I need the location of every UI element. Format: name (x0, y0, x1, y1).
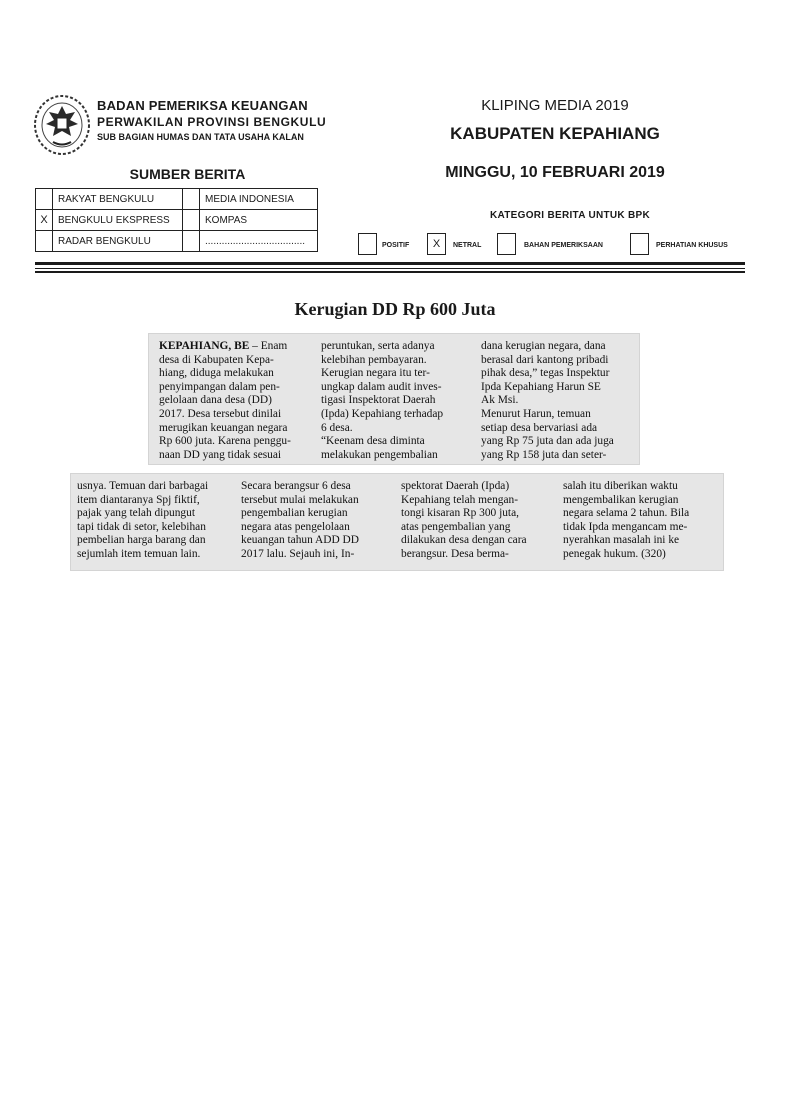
article-column: spektorat Daerah (Ipda) Kepahiang telah mengan- tongi kisaran Rp 300 juta, atas pengembalian yang dilakukan desa dengan cara berangsur. Desa berma- (401, 480, 527, 560)
source-name: RADAR BENGKULU (53, 231, 183, 252)
article-clipping-part1 (148, 333, 640, 465)
source-table (35, 188, 318, 252)
garuda-emblem-icon (33, 94, 91, 156)
article-text: – Enam desa di Kabupaten Kepa- hiang, diduga melakukan penyimpangan dalam pen- gelolaan dana desa (DD) 2017. Desa tersebut dinilai merugikan keuangan negara Rp 600 juta. Karena penggu- naan DD yang tidak sesuai (159, 340, 291, 461)
source-mark (183, 231, 200, 252)
article-column: dana kerugian negara, dana berasal dari kantong pribadi pihak desa,” tegas Inspektur Ipda Kepahiang Harun SE Ak Msi. Menurut Harun, temuan setiap desa bervariasi ada yang Rp 75 juta dan ada juga yang Rp 158 juta dan seter- (481, 340, 614, 461)
checkbox-label: PERHATIAN KHUSUS (656, 242, 728, 249)
org-name: BADAN PEMERIKSA KEUANGAN (97, 98, 308, 113)
article-headline: Kerugian DD Rp 600 Juta (294, 299, 496, 319)
source-mark (183, 210, 200, 231)
article-clipping-part2 (70, 473, 724, 571)
source-row (36, 231, 318, 252)
source-mark (183, 189, 200, 210)
source-name: RAKYAT BENGKULU (53, 189, 183, 210)
source-name: .................................... (200, 231, 318, 252)
source-row (36, 210, 318, 231)
article-column: peruntukan, serta adanya kelebihan pembayaran. Kerugian negara itu ter- ungkap dalam audit inves- tigasi Inspektorat Daerah (Ipda) Kepahiang terhadap 6 desa. “Keenam desa diminta melakukan pengembalian (321, 340, 444, 461)
checkbox-bahan-pemeriksaan (497, 233, 516, 255)
org-division: SUB BAGIAN HUMAS DAN TATA USAHA KALAN (97, 132, 304, 142)
source-name: BENGKULU EKSPRESS (53, 210, 183, 231)
checkbox-label: BAHAN PEMERIKSAAN (524, 242, 603, 249)
kabupaten-title: KABUPATEN KEPAHIANG (450, 124, 660, 143)
article-column: usnya. Temuan dari barbagai item diantaranya Spj fiktif, pajak yang telah dipungut tapi tidak di setor, kelebihan pembelian harga barang dan sejumlah item temuan lain. (77, 480, 209, 560)
source-row (36, 189, 318, 210)
publication-date: MINGGU, 10 FEBRUARI 2019 (445, 164, 665, 181)
checkbox-label: NETRAL (453, 242, 482, 249)
header-divider (35, 268, 745, 269)
article-column: Secara berangsur 6 desa tersebut mulai melakukan pengembalian kerugian negara atas pengelolaan keuangan tahun ADD DD 2017 lalu. Sejauh ini, In- (241, 480, 359, 560)
kategori-title: KATEGORI BERITA UNTUK BPK (489, 210, 651, 221)
article-column: salah itu diberikan waktu mengembalikan kerugian negara selama 2 tahun. Bila tidak Ipda mengancam me- nyerahkan masalah ini ke penegak hukum. (320) (563, 480, 690, 560)
article-dateline: KEPAHIANG, BE (159, 340, 250, 352)
checkbox-label: POSITIF (382, 242, 410, 249)
header-divider (35, 271, 745, 273)
kliping-title: KLIPING MEDIA 2019 (481, 97, 629, 114)
article-column (159, 340, 307, 462)
source-name: MEDIA INDONESIA (200, 189, 318, 210)
source-mark: X (36, 210, 53, 231)
org-branch: PERWAKILAN PROVINSI BENGKULU (97, 115, 327, 129)
source-mark (36, 231, 53, 252)
checkbox-netral: X (427, 233, 446, 255)
source-mark (36, 189, 53, 210)
sumber-berita-title: SUMBER BERITA (129, 166, 246, 182)
source-name: KOMPAS (200, 210, 318, 231)
header-divider (35, 262, 745, 265)
checkbox-positif (358, 233, 377, 255)
checkbox-perhatian-khusus (630, 233, 649, 255)
